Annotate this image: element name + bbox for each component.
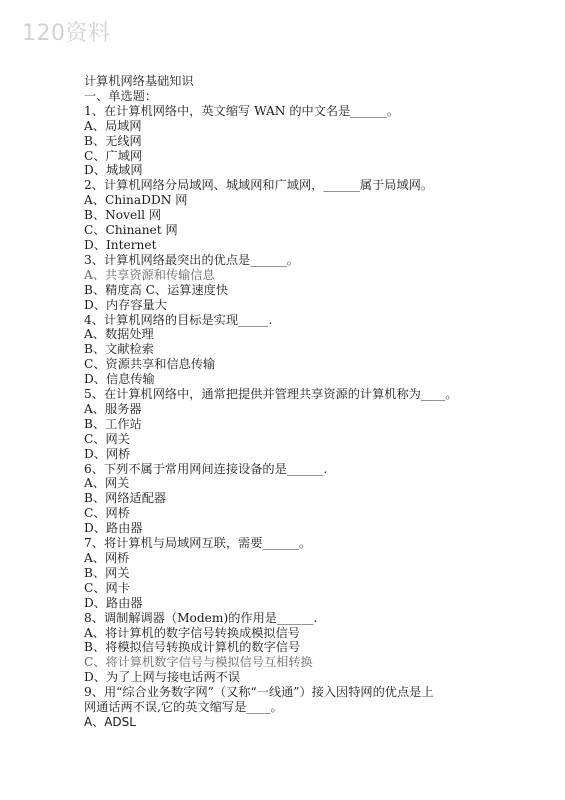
answer-option: C、网关 xyxy=(84,431,130,446)
answer-option: D、路由器 xyxy=(84,521,143,536)
answer-option: B、精度高 C、运算速度快 xyxy=(84,282,229,297)
answer-option: C、网卡 xyxy=(84,580,130,595)
question-text: 4、计算机网络的目标是实现_____. xyxy=(84,312,273,327)
answer-option: B、工作站 xyxy=(84,416,142,431)
question-text: 5、在计算机网络中，通常把提供并管理共享资源的计算机称为____。 xyxy=(84,387,458,402)
answer-option: B、Novell 网 xyxy=(84,208,162,223)
answer-option: A、服务器 xyxy=(84,401,142,416)
answer-option: D、城域网 xyxy=(84,163,143,178)
question-text: 网通话两不误,它的英文缩写是____。 xyxy=(84,700,283,715)
question-text: 2、计算机网络分局域网、城域网和广域网，______属于局域网。 xyxy=(84,178,434,193)
answer-option: C、资源共享和信息传输 xyxy=(84,357,216,372)
answer-option: A、ADSL xyxy=(84,714,136,729)
answer-option: C、Chinanet 网 xyxy=(84,223,178,238)
answer-option: D、信息传输 xyxy=(84,372,155,387)
answer-option: D、内存容量大 xyxy=(84,297,167,312)
answer-option: B、网关 xyxy=(84,565,130,580)
answer-option: A、共享资源和传输信息 xyxy=(84,267,215,282)
answer-option: A、网桥 xyxy=(84,551,130,565)
answer-option: C、广域网 xyxy=(84,148,143,163)
answer-option: D、路由器 xyxy=(84,595,143,610)
answer-option: A、网关 xyxy=(84,476,130,491)
question-text: 1、在计算机网络中，英文缩写 WAN 的中文名是______。 xyxy=(84,103,400,118)
answer-option: D、为了上网与接电话两不误 xyxy=(84,670,241,685)
answer-option: D、Internet xyxy=(84,237,157,252)
question-text: 6、下列不属于常用网间连接设备的是______. xyxy=(84,461,328,476)
answer-option: A、局域网 xyxy=(84,118,142,133)
answer-option: B、文献检索 xyxy=(84,342,154,357)
watermark-logo: 120资料 xyxy=(22,21,111,46)
question-text: 7、将计算机与局域网互联，需要______。 xyxy=(84,536,312,551)
answer-option: A、将计算机的数字信号转换成模拟信号 xyxy=(84,625,300,640)
answer-option: A、数据处理 xyxy=(84,327,154,342)
answer-option: B、无线网 xyxy=(84,133,142,148)
document-title: 计算机网络基础知识 xyxy=(84,74,194,88)
document-body xyxy=(84,74,504,730)
answer-option: B、网络适配器 xyxy=(84,491,167,506)
question-text: 3、计算机网络最突出的优点是______。 xyxy=(84,252,299,267)
answer-option: A、ChinaDDN 网 xyxy=(84,193,188,208)
question-text: 9、用“综合业务数字网”（又称“一线通”）接入因特网的优点是上 xyxy=(84,685,434,700)
answer-option: C、将计算机数字信号与模拟信号互相转换 xyxy=(84,655,313,670)
answer-option: D、网桥 xyxy=(84,446,131,461)
question-text: 8、调制解调器（Modem)的作用是______. xyxy=(84,610,318,625)
answer-option: B、将模拟信号转换成计算机的数字信号 xyxy=(84,640,301,655)
question-list xyxy=(84,104,504,730)
section-heading: 一、单选题： xyxy=(84,88,158,103)
answer-option: C、网桥 xyxy=(84,506,130,521)
